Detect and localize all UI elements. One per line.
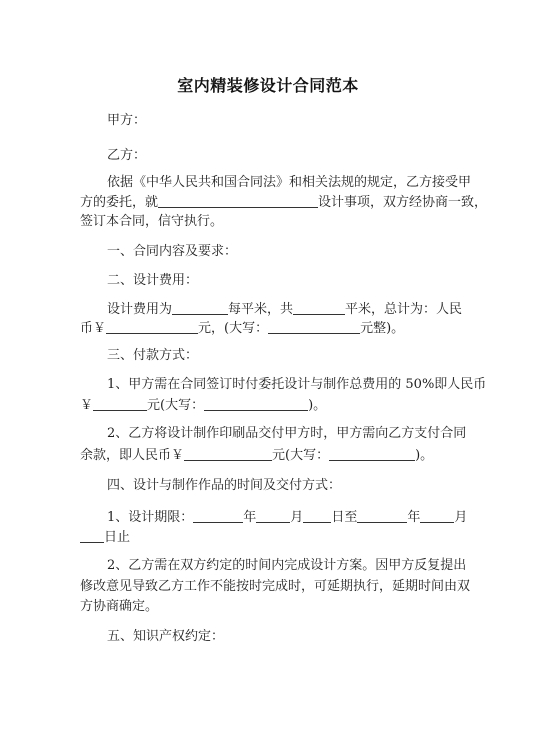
fee-text-b: 每平米，共 (228, 302, 294, 317)
fee-text-a: 设计费用为 (107, 302, 173, 317)
section-4-heading: 四、设计与制作作品的时间及交付方式： (107, 478, 342, 493)
payment-1-text-b: ￥ (80, 398, 94, 413)
period-day-end: 日止 (104, 530, 131, 545)
period-month-1: 月 (290, 510, 304, 525)
start-month-blank (256, 508, 290, 523)
fee-text-e: 元，(大写： (198, 321, 269, 336)
period-text-a: 1、设计期限： (107, 510, 194, 525)
payment-2-line-1: 2、乙方将设计制作印刷品交付甲方时，甲方需向乙方支付合同 (107, 426, 467, 441)
period-line-1 (107, 508, 507, 527)
payment-1-text-c: 元(大写： (147, 398, 205, 413)
period-month-2: 月 (454, 510, 468, 525)
section-3-heading: 三、付款方式： (107, 348, 199, 363)
document-title: 室内精装修设计合同范本 (177, 76, 359, 95)
deposit-amount-blank (93, 396, 147, 411)
intro-line-2 (80, 193, 488, 212)
start-day-blank (303, 508, 331, 523)
unit-price-blank (172, 300, 228, 315)
payment-2-text-b: 余款，即人民币￥ (80, 448, 185, 463)
project-blank (158, 193, 318, 208)
fee-line-1 (107, 300, 507, 319)
balance-words-blank (329, 446, 415, 461)
intro-line-1: 依据《中华人民共和国合同法》和相关法规的规定，乙方接受甲 (107, 175, 472, 190)
payment-1-text-d: )。 (308, 398, 327, 413)
total-amount-blank (106, 319, 198, 334)
fee-line-2 (80, 319, 480, 338)
area-blank (293, 300, 345, 315)
section-2-heading: 二、设计费用： (107, 273, 199, 288)
intro-line-3: 签订本合同，信守执行。 (80, 214, 224, 229)
period-year-1: 年 (243, 510, 257, 525)
party-a-label: 甲方： (107, 113, 147, 128)
payment-2-text-d: )。 (415, 448, 434, 463)
payment-1-line-2 (80, 396, 480, 415)
period-line-2 (80, 528, 480, 547)
section-1-heading: 一、合同内容及要求： (107, 244, 238, 259)
period-year-2: 年 (407, 510, 421, 525)
total-amount-words-blank (268, 319, 360, 334)
intro-text-b: 设计事项，双方经协商一致， (318, 195, 488, 210)
party-b-label: 乙方： (107, 148, 147, 163)
delay-line-3: 方协商确定。 (80, 599, 159, 614)
section-5-heading: 五、知识产权约定： (107, 629, 225, 644)
payment-2-line-2 (80, 446, 480, 465)
end-year-blank (357, 508, 407, 523)
payment-2-text-c: 元(大写： (272, 448, 330, 463)
balance-amount-blank (184, 446, 272, 461)
period-day-to: 日至 (331, 510, 358, 525)
end-day-blank (80, 528, 104, 543)
payment-1-line-1: 1、甲方需在合同签订时付委托设计与制作总费用的 50%即人民币 (107, 377, 487, 392)
delay-line-1: 2、乙方需在双方约定的时间内完成设计方案。因甲方反复提出 (107, 558, 467, 573)
fee-text-f: 元整)。 (360, 321, 405, 336)
end-month-blank (420, 508, 454, 523)
start-year-blank (193, 508, 243, 523)
delay-line-2: 修改意见导致乙方工作不能按时完成时，可延期执行，延期时间由双 (80, 579, 471, 594)
fee-text-c: 平米，总计为：人民 (345, 302, 463, 317)
fee-text-d: 币￥ (80, 321, 107, 336)
intro-text-a: 方的委托，就 (80, 195, 159, 210)
deposit-words-blank (204, 396, 308, 411)
